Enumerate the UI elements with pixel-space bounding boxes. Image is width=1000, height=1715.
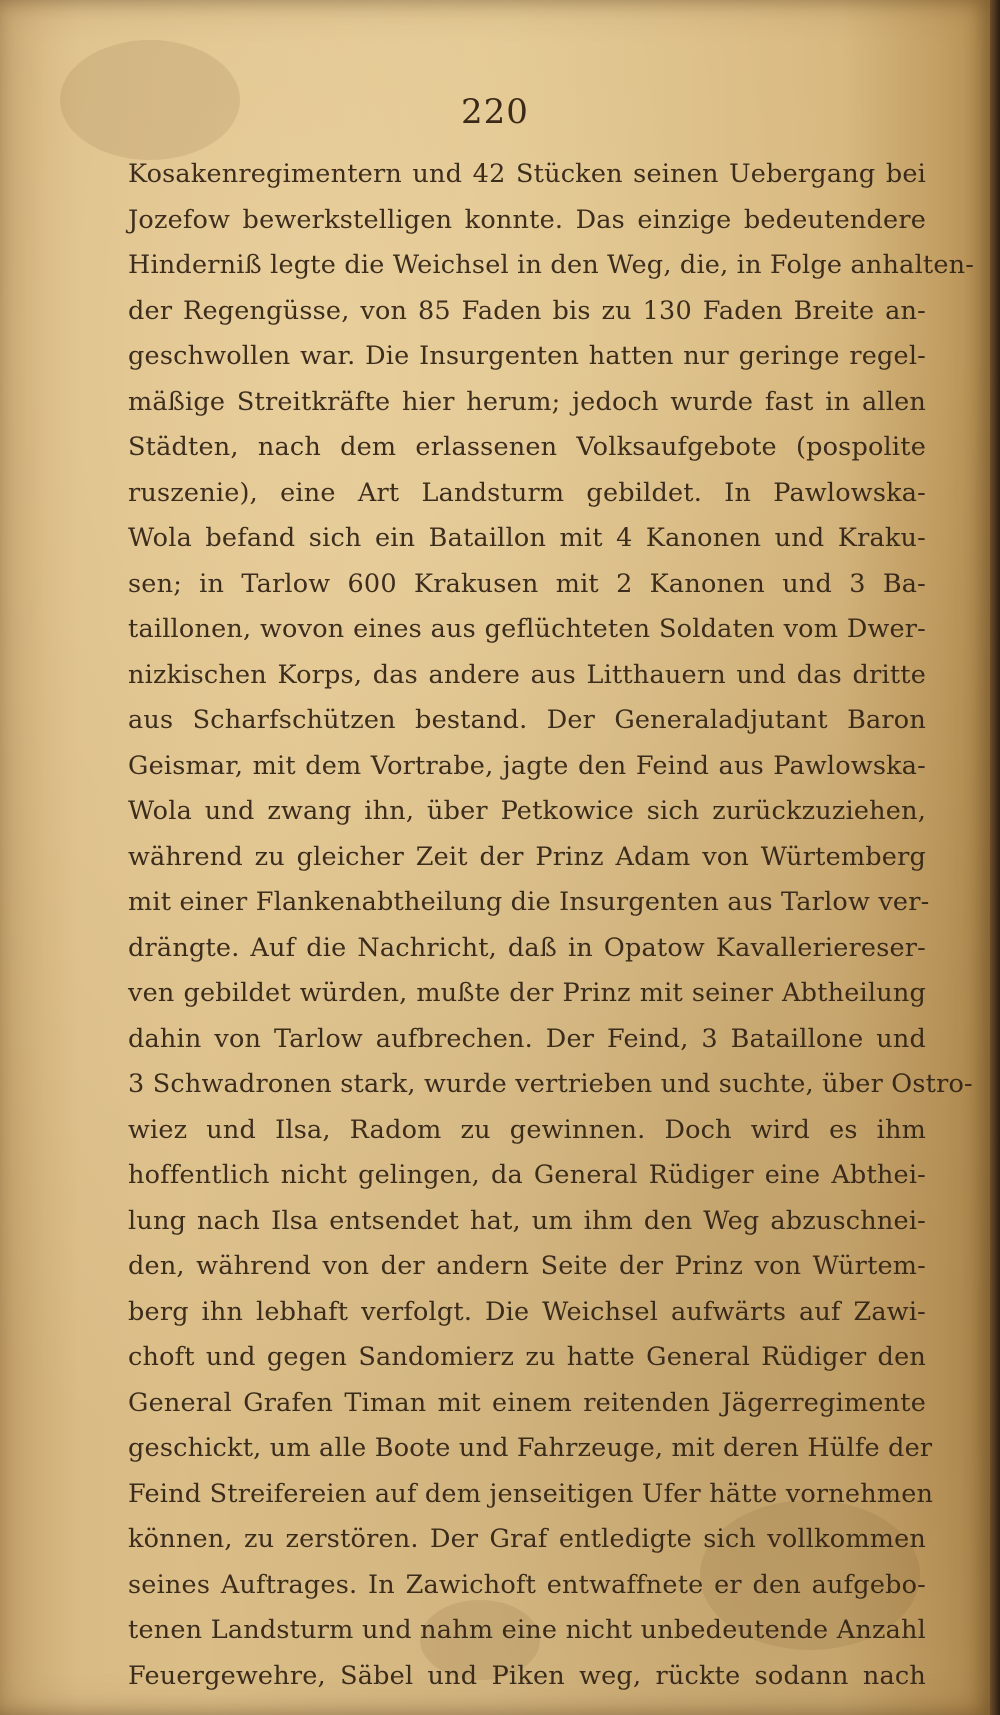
text-line: sen; in Tarlow 600 Krakusen mit 2 Kanonen und 3 Ba- bbox=[128, 568, 926, 599]
text-line: Geismar, mit dem Vortrabe, jagte den Feind aus Pawlowska- bbox=[128, 750, 926, 781]
text-line: während zu gleicher Zeit der Prinz Adam von Würtemberg bbox=[128, 841, 926, 872]
text-line: Feind Streifereien auf dem jenseitigen Ufer hätte vornehmen bbox=[128, 1478, 934, 1509]
text-line: drängte. Auf die Nachricht, daß in Opatow Kavalleriereser- bbox=[128, 932, 926, 963]
text-line: wiez und Ilsa, Radom zu gewinnen. Doch wird es ihm bbox=[128, 1114, 926, 1145]
text-line: können, zu zerstören. Der Graf entledigte sich vollkommen bbox=[128, 1524, 926, 1554]
text-line: Wola und zwang ihn, über Petkowice sich zurückzuziehen, bbox=[128, 796, 926, 826]
page-number: 220 bbox=[461, 92, 529, 132]
body-text bbox=[128, 152, 975, 1699]
text-line: der Regengüsse, von 85 Faden bis zu 130 Faden Breite an- bbox=[128, 295, 926, 326]
text-line: taillonen, wovon eines aus geflüchteten Soldaten vom Dwer- bbox=[128, 614, 926, 644]
text-line: tenen Landsturm und nahm eine nicht unbedeutende Anzahl bbox=[128, 1615, 926, 1645]
text-line: General Grafen Timan mit einem reitenden Jägerregimente bbox=[128, 1387, 926, 1418]
text-line: 3 Schwadronen stark, wurde vertrieben und suchte, über Ostro- bbox=[128, 1069, 973, 1099]
text-line: choft und gegen Sandomierz zu hatte General Rüdiger den bbox=[128, 1342, 926, 1372]
text-line: nizkischen Korps, das andere aus Litthauern und das dritte bbox=[128, 659, 926, 690]
text-line: geschickt, um alle Boote und Fahrzeuge, mit deren Hülfe der bbox=[128, 1433, 933, 1463]
text-line: mäßige Streitkräfte hier herum; jedoch wurde fast in allen bbox=[128, 386, 926, 417]
text-line: den, während von der andern Seite der Prinz von Würtem- bbox=[128, 1251, 926, 1281]
text-line: Städten, nach dem erlassenen Volksaufgebote (pospolite bbox=[128, 432, 926, 462]
text-line: Hinderniß legte die Weichsel in den Weg, die, in Folge anhalten- bbox=[128, 250, 975, 280]
text-line: Jozefow bewerkstelligen konnte. Das einzige bedeutendere bbox=[128, 204, 926, 235]
book-spine-edge bbox=[990, 0, 1000, 1715]
text-line: seines Auftrages. In Zawichoft entwaffnete er den aufgebo- bbox=[128, 1569, 926, 1600]
text-line: lung nach Ilsa entsendet hat, um ihm den Weg abzuschnei- bbox=[128, 1205, 926, 1236]
text-line: mit einer Flankenabtheilung die Insurgenten aus Tarlow ver- bbox=[128, 887, 930, 917]
text-line: aus Scharfschützen bestand. Der Generaladjutant Baron bbox=[128, 705, 926, 735]
text-line: Wola befand sich ein Bataillon mit 4 Kanonen und Kraku- bbox=[128, 523, 926, 553]
text-line: geschwollen war. Die Insurgenten hatten nur geringe regel- bbox=[128, 341, 926, 371]
text-line: ruszenie), eine Art Landsturm gebildet. In Pawlowska- bbox=[128, 477, 926, 508]
text-line: Kosakenregimentern und 42 Stücken seinen Uebergang bei bbox=[128, 159, 926, 189]
text-line: ven gebildet würden, mußte der Prinz mit seiner Abtheilung bbox=[128, 978, 926, 1008]
text-line: hoffentlich nicht gelingen, da General Rüdiger eine Abthei- bbox=[128, 1160, 926, 1190]
text-line: berg ihn lebhaft verfolgt. Die Weichsel aufwärts auf Zawi- bbox=[128, 1296, 926, 1327]
text-line: Feuergewehre, Säbel und Piken weg, rückte sodann nach bbox=[128, 1660, 926, 1691]
text-line: dahin von Tarlow aufbrechen. Der Feind, 3 Bataillone und bbox=[128, 1023, 926, 1054]
